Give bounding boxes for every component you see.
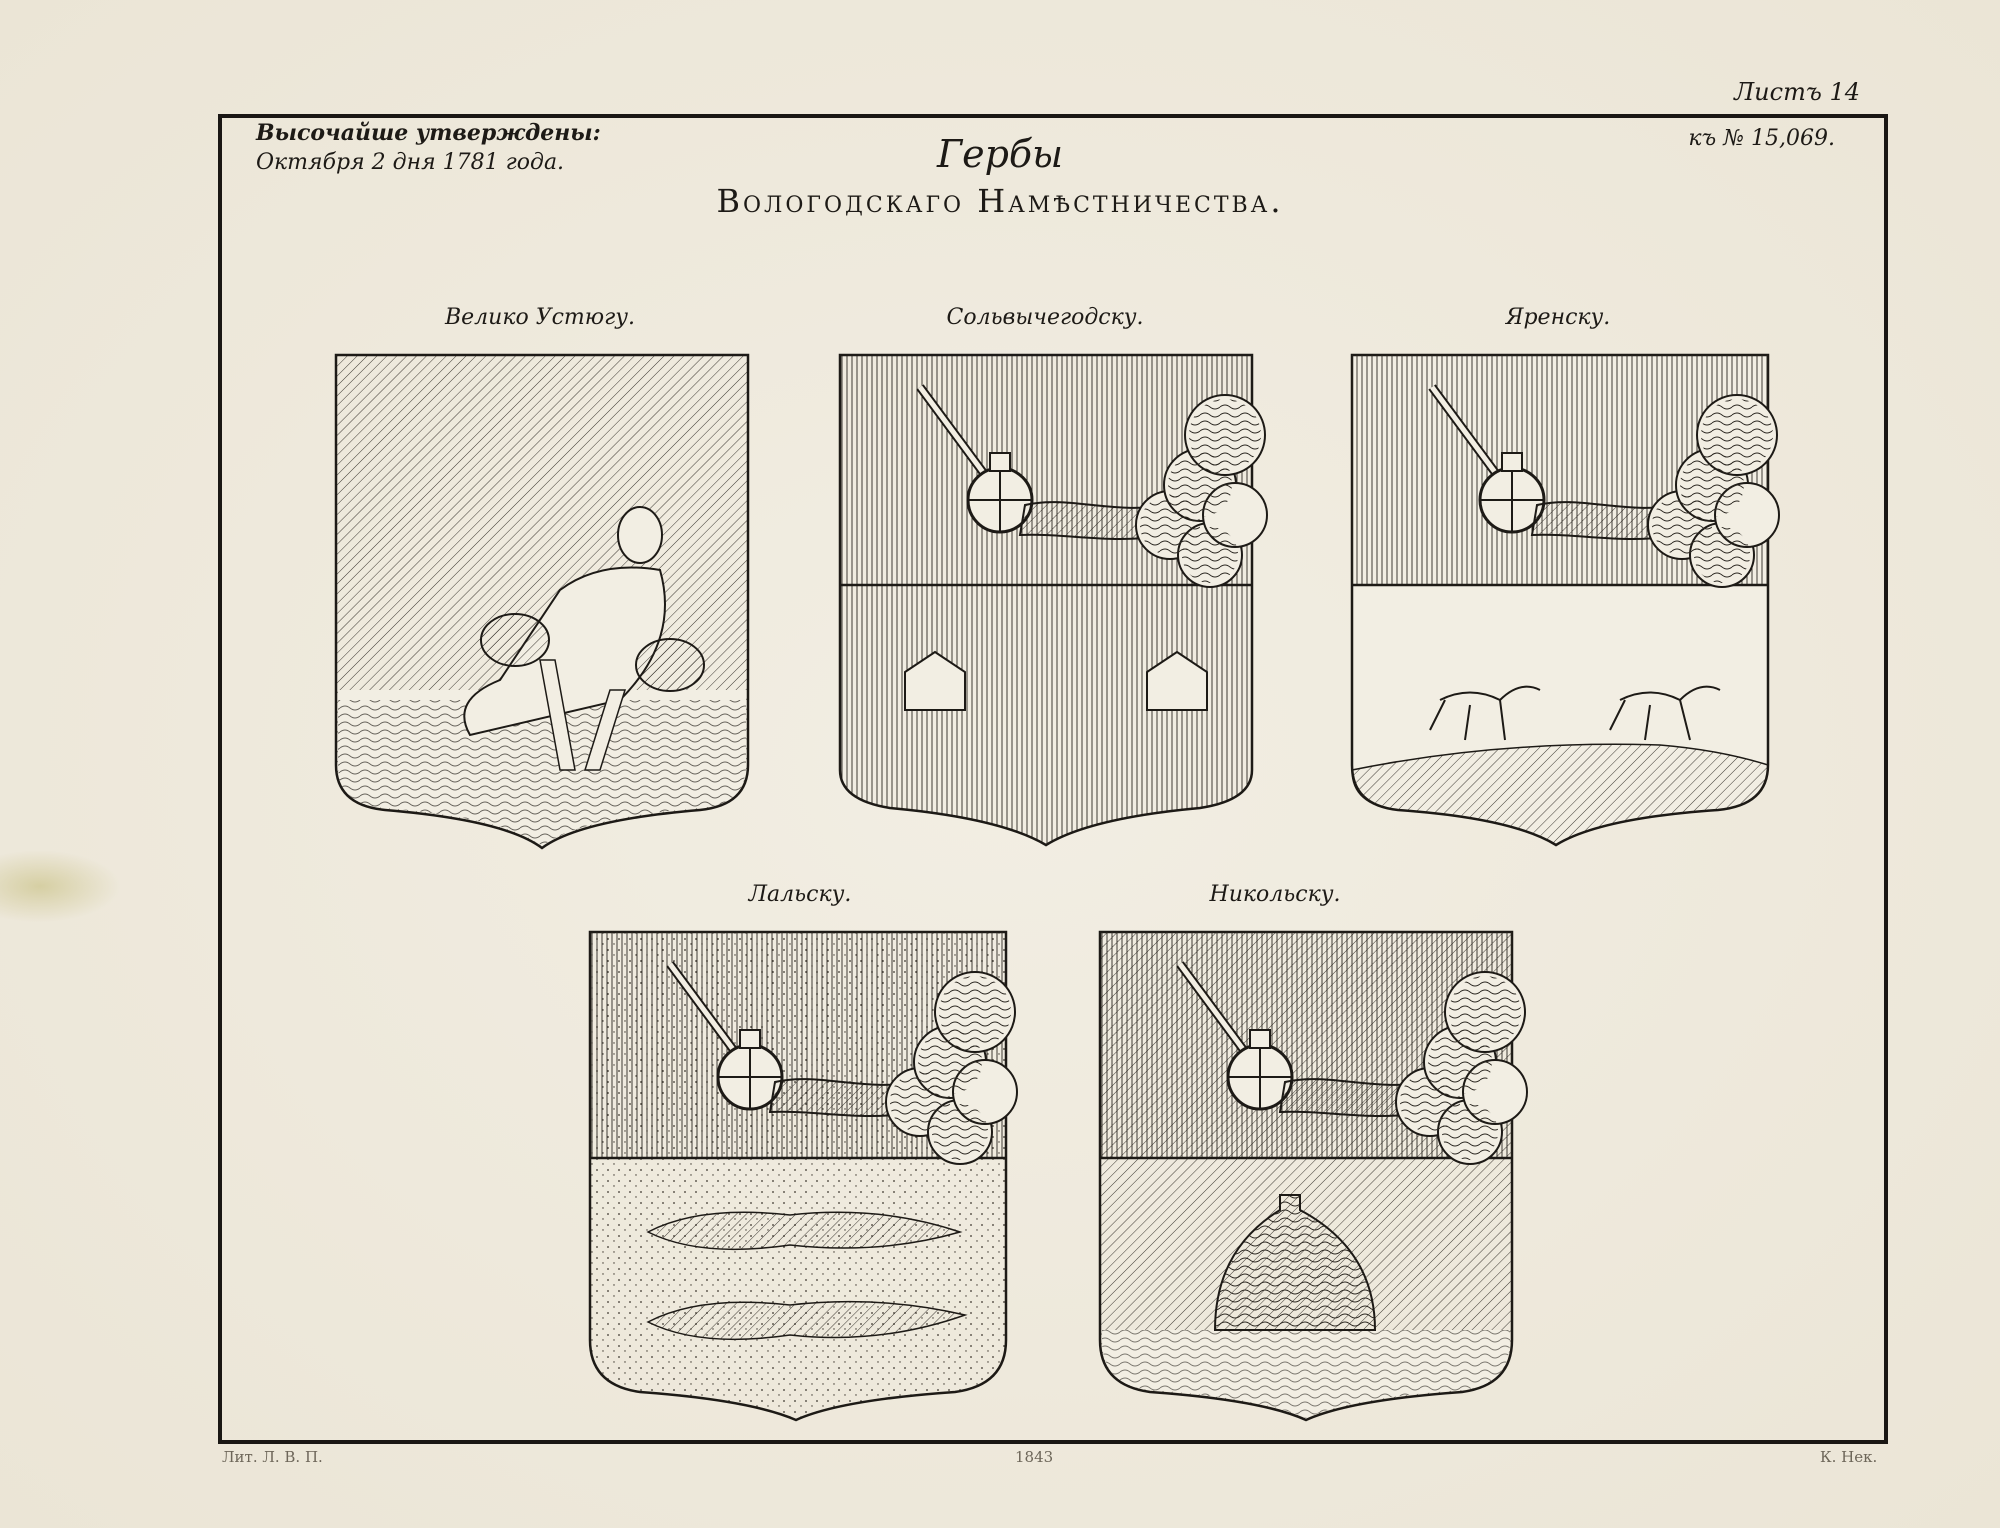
footer-right: К. Нек. <box>1820 1448 1878 1466</box>
reference-number: къ № 15,069. <box>1688 126 1835 151</box>
sheet-number: Листъ 14 <box>1734 78 1860 106</box>
label-lalsk: Лальску. <box>748 882 852 907</box>
label-yarensk: Яренску. <box>1505 305 1611 330</box>
approval-line-2: Октября 2 дня 1781 года. <box>256 150 565 175</box>
page-title: Гербы <box>936 132 1064 176</box>
label-nikolsk: Никольску. <box>1209 882 1341 907</box>
approval-line-1: Высочайше утверждены: <box>256 120 601 146</box>
page-subtitle: Вологодскаго Намѣстничества. <box>716 182 1284 220</box>
label-solvychegodsk: Сольвычегодску. <box>946 305 1144 330</box>
label-veliky-ustyug: Велико Устюгу. <box>444 305 636 330</box>
footer-center: 1843 <box>1015 1448 1054 1466</box>
footer-left: Лит. Л. В. П. <box>222 1448 323 1466</box>
